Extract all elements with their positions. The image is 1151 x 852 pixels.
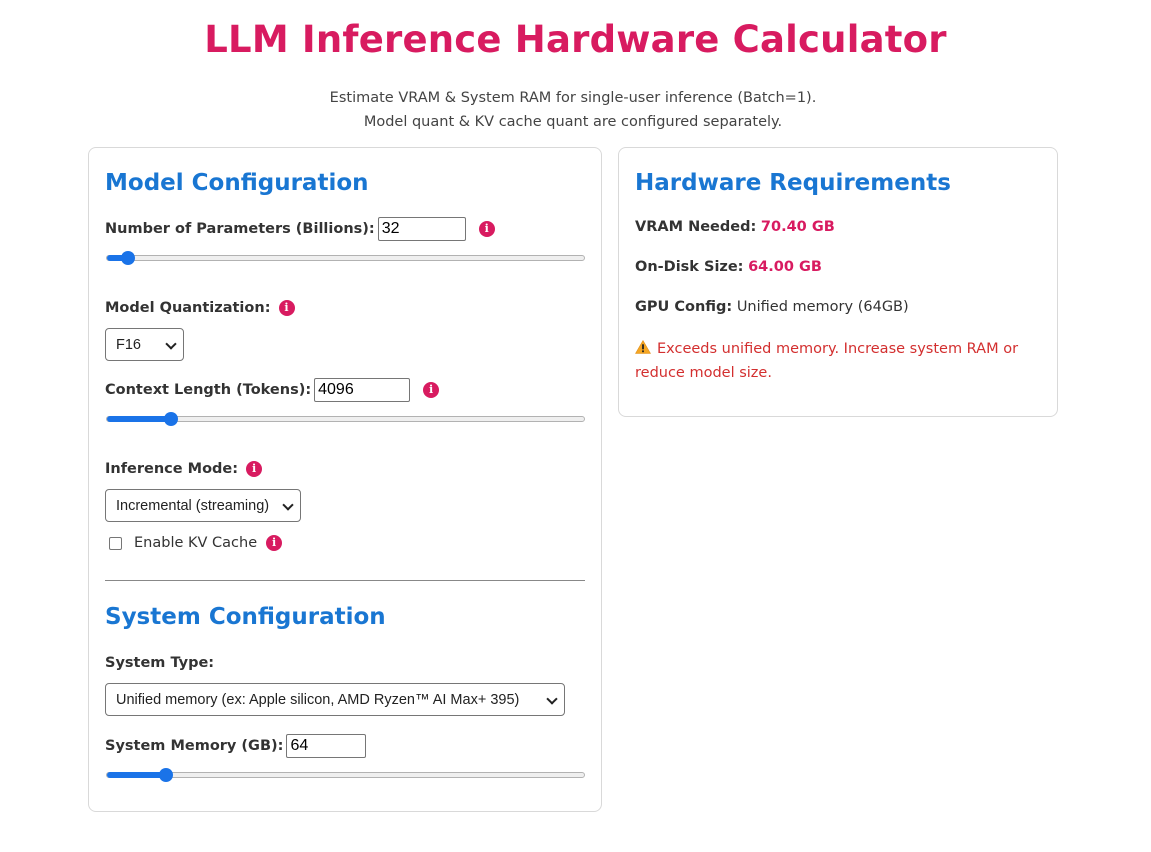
system-type-label: System Type: <box>105 655 215 671</box>
inference-mode-label: Inference Mode: <box>105 461 239 477</box>
memory-warning <box>635 337 1035 385</box>
disk-label: On-Disk Size: <box>635 259 744 275</box>
context-slider-thumb[interactable] <box>164 412 178 426</box>
disk-value: 64.00 GB <box>748 259 822 275</box>
memory-slider-thumb[interactable] <box>159 768 173 782</box>
vram-label: VRAM Needed: <box>635 219 757 235</box>
gpu-label: GPU Config: <box>635 299 733 315</box>
memory-slider-fill <box>107 772 166 778</box>
chevron-down-icon <box>282 499 293 510</box>
memory-label: System Memory (GB): <box>105 738 284 754</box>
hardware-heading: Hardware Requirements <box>635 170 951 196</box>
gpu-value: Unified memory (64GB) <box>736 299 909 315</box>
quantization-label: Model Quantization: <box>105 300 271 316</box>
inference-mode-select[interactable] <box>105 489 301 522</box>
context-input[interactable] <box>314 378 410 402</box>
disk-row <box>635 259 822 275</box>
chevron-down-icon <box>546 693 557 704</box>
params-slider[interactable] <box>106 255 585 261</box>
kv-cache-label: Enable KV Cache <box>134 535 258 551</box>
hardware-requirements-panel <box>618 147 1058 417</box>
params-row <box>105 217 495 241</box>
memory-row <box>105 734 366 758</box>
system-type-row <box>105 653 214 673</box>
gpu-row <box>635 299 909 315</box>
info-icon[interactable]: i <box>479 221 495 237</box>
params-slider-thumb[interactable] <box>121 251 135 265</box>
warning-text: Exceeds unified memory. Increase system RAM or reduce model size. <box>635 341 1019 381</box>
system-type-select[interactable] <box>105 683 565 716</box>
memory-slider[interactable] <box>106 772 585 778</box>
subtitle-line-1: Estimate VRAM & System RAM for single-user inference (Batch=1). <box>329 90 817 106</box>
vram-row <box>635 219 835 235</box>
warning-icon <box>635 340 651 354</box>
model-config-heading: Model Configuration <box>105 170 369 196</box>
system-type-selected: Unified memory (ex: Apple silicon, AMD Ryzen™ AI Max+ 395) <box>116 691 520 708</box>
kv-cache-row <box>109 534 282 552</box>
system-config-heading: System Configuration <box>105 604 386 630</box>
vram-value: 70.40 GB <box>760 219 835 235</box>
info-icon[interactable]: i <box>279 300 295 316</box>
page-subtitle <box>0 86 1146 134</box>
info-icon[interactable]: i <box>423 382 439 398</box>
inference-mode-selected: Incremental (streaming) <box>116 497 270 514</box>
context-row <box>105 378 439 402</box>
subtitle-line-2: Model quant & KV cache quant are configured separately. <box>363 114 783 130</box>
page-title: LLM Inference Hardware Calculator <box>204 18 947 61</box>
params-label: Number of Parameters (Billions): <box>105 221 375 237</box>
info-icon[interactable]: i <box>266 535 282 551</box>
memory-input[interactable] <box>286 734 366 758</box>
inference-mode-row <box>105 459 262 479</box>
context-slider[interactable] <box>106 416 585 422</box>
chevron-down-icon <box>165 338 176 349</box>
context-slider-fill <box>107 416 171 422</box>
section-divider <box>105 580 585 581</box>
quantization-row <box>105 298 295 318</box>
info-icon[interactable]: i <box>246 461 262 477</box>
kv-cache-checkbox[interactable] <box>109 537 122 550</box>
model-config-panel <box>88 147 602 812</box>
params-input[interactable] <box>378 217 466 241</box>
quantization-select[interactable] <box>105 328 184 361</box>
quantization-selected: F16 <box>116 336 141 353</box>
context-label: Context Length (Tokens): <box>105 382 312 398</box>
